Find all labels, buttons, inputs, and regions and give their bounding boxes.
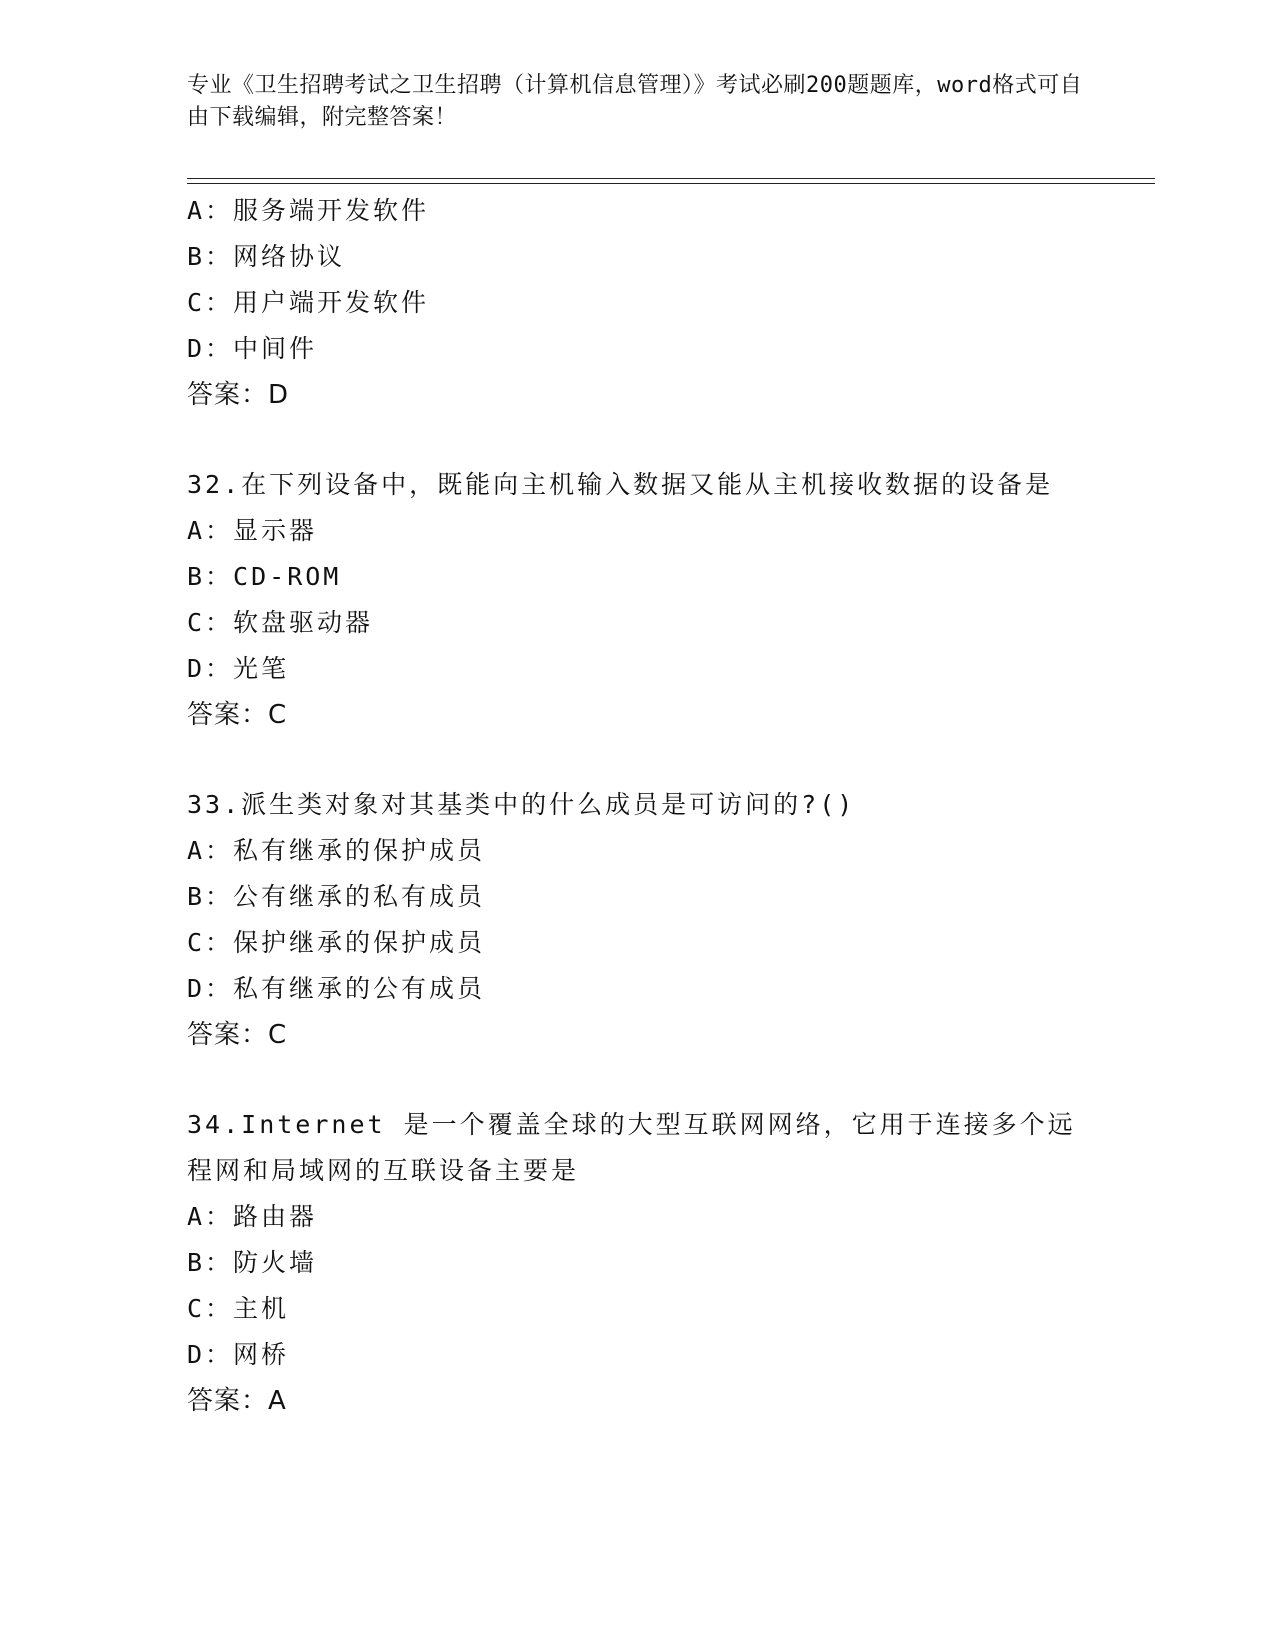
answer: 答案：A: [187, 1386, 287, 1416]
question-31: [187, 188, 1107, 418]
question-stem: 32.在下列设备中，既能向主机输入数据又能从主机接收数据的设备是: [187, 470, 1054, 499]
option-a: A：服务端开发软件: [187, 196, 430, 225]
document-header: 专业《卫生招聘考试之卫生招聘（计算机信息管理）》考试必刷200题题库，word格式可自由下载编辑，附完整答案！: [187, 73, 1083, 130]
option-d: D：光笔: [187, 654, 290, 683]
answer: 答案：C: [187, 700, 288, 730]
option-b: B：CD-ROM: [187, 562, 342, 591]
option-a: A：私有继承的保护成员: [187, 836, 486, 865]
option-a: A：路由器: [187, 1202, 318, 1231]
question-32: [187, 462, 1107, 738]
option-b: B：网络协议: [187, 242, 346, 271]
header-divider-bottom: [187, 183, 1155, 184]
option-c: C：软盘驱动器: [187, 608, 374, 637]
option-d: D：私有继承的公有成员: [187, 974, 486, 1003]
option-c: C：用户端开发软件: [187, 288, 430, 317]
question-list: [187, 188, 1107, 1424]
option-b: B：防火墙: [187, 1248, 318, 1277]
header-divider-top: [187, 178, 1155, 179]
option-c: C：保护继承的保护成员: [187, 928, 486, 957]
option-a: A：显示器: [187, 516, 318, 545]
question-34: [187, 1102, 1107, 1424]
question-stem: 33.派生类对象对其基类中的什么成员是可访问的?(): [187, 790, 856, 819]
option-d: D：中间件: [187, 334, 318, 363]
option-d: D：网桥: [187, 1340, 290, 1369]
question-stem: 34.Internet 是一个覆盖全球的大型互联网网络，它用于连接多个远程网和局域网的互联设备主要是: [187, 1110, 1076, 1185]
answer: 答案：C: [187, 1020, 288, 1050]
question-33: [187, 782, 1107, 1058]
option-c: C：主机: [187, 1294, 290, 1323]
option-b: B：公有继承的私有成员: [187, 882, 486, 911]
answer: 答案：D: [187, 380, 290, 410]
